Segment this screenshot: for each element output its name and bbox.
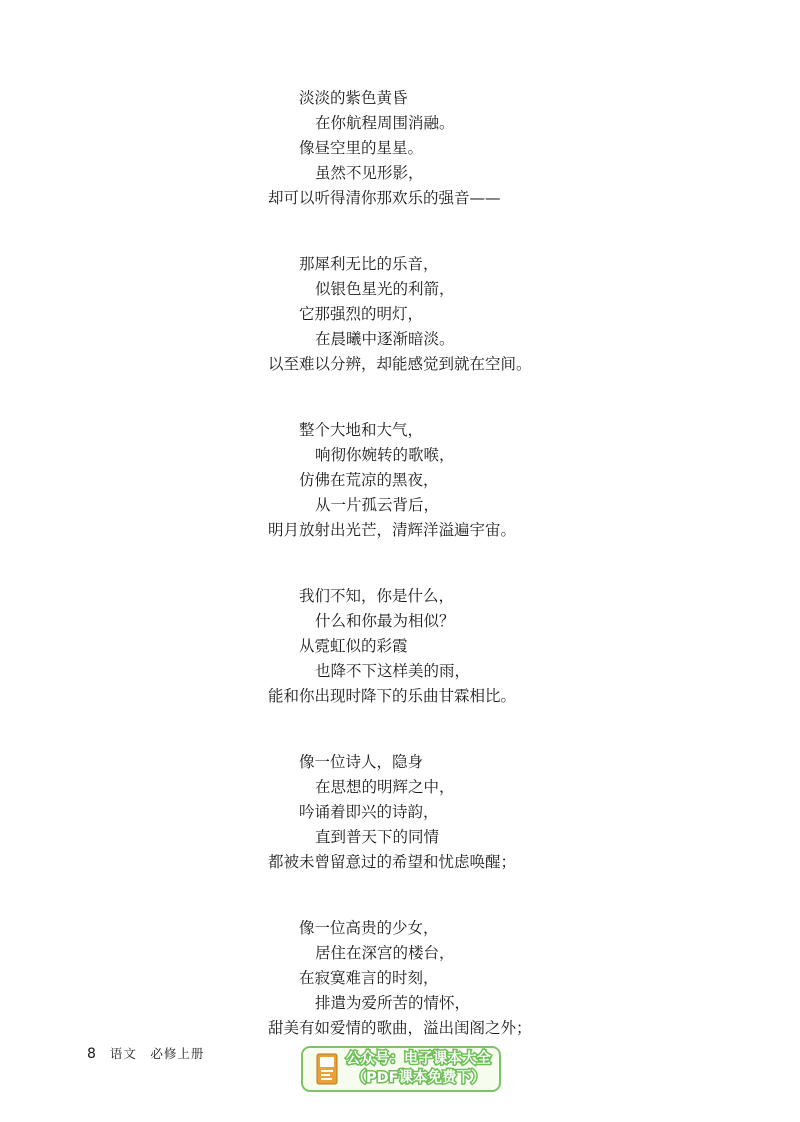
book-title: 语文 必修上册 bbox=[109, 1046, 205, 1061]
page-number: 8 bbox=[87, 1046, 96, 1062]
poem-stanza bbox=[0, 584, 800, 709]
poem-stanza bbox=[0, 86, 800, 211]
poem-line: 明月放射出光芒，清辉洋溢遍宇宙。 bbox=[268, 521, 517, 539]
poem-stanza bbox=[0, 916, 800, 1041]
watermark-line-2: （PDF课本免费下） bbox=[351, 1070, 486, 1086]
watermark-line-1: 公众号：电子课本大全 bbox=[346, 1051, 491, 1067]
watermark-badge bbox=[301, 1046, 501, 1092]
poem-line: 似银色星光的利箭， bbox=[315, 280, 455, 298]
book-logo-icon bbox=[316, 1053, 338, 1085]
poem-stanza bbox=[0, 252, 800, 377]
poem-line: 像一位高贵的少女， bbox=[299, 919, 439, 937]
poem-line: 甜美有如爱情的歌曲，溢出闺阁之外； bbox=[268, 1019, 532, 1037]
poem-stanza bbox=[0, 750, 800, 875]
poem-stanza bbox=[0, 418, 800, 543]
poem-line: 都被未曾留意过的希望和忧虑唤醒； bbox=[268, 853, 517, 871]
poem-line: 我们不知，你是什么， bbox=[299, 587, 455, 605]
poem-line: 居住在深宫的楼台， bbox=[315, 944, 455, 962]
poem-line: 在晨曦中逐渐暗淡。 bbox=[315, 330, 455, 348]
poem-body bbox=[0, 86, 800, 1082]
poem-line: 以至难以分辨，却能感觉到就在空间。 bbox=[268, 355, 532, 373]
poem-line: 能和你出现时降下的乐曲甘霖相比。 bbox=[268, 687, 517, 705]
poem-line: 排遣为爱所苦的情怀， bbox=[315, 994, 471, 1012]
poem-line: 也降不下这样美的雨， bbox=[315, 662, 471, 680]
poem-line: 在寂寞难言的时刻， bbox=[299, 969, 439, 987]
poem-line: 在思想的明辉之中， bbox=[315, 778, 455, 796]
poem-line: 仿佛在荒凉的黑夜， bbox=[299, 471, 439, 489]
poem-line: 在你航程周围消融。 bbox=[315, 114, 455, 132]
poem-line: 像一位诗人，隐身 bbox=[299, 753, 424, 771]
poem-line: 什么和你最为相似？ bbox=[315, 612, 455, 630]
poem-line: 却可以听得清你那欢乐的强音—— bbox=[268, 189, 501, 207]
poem-line: 它那强烈的明灯， bbox=[299, 305, 424, 323]
poem-line: 淡淡的紫色黄昏 bbox=[299, 89, 408, 107]
poem-line: 从霓虹似的彩霞 bbox=[299, 637, 408, 655]
poem-line: 虽然不见形影， bbox=[315, 164, 424, 182]
poem-line: 直到普天下的同情 bbox=[315, 828, 440, 846]
poem-line: 响彻你婉转的歌喉， bbox=[315, 446, 455, 464]
poem-line: 从一片孤云背后， bbox=[315, 496, 440, 514]
poem-line: 整个大地和大气， bbox=[299, 421, 424, 439]
poem-line: 吟诵着即兴的诗韵， bbox=[299, 803, 439, 821]
poem-line: 像昼空里的星星。 bbox=[299, 139, 424, 157]
watermark-text bbox=[346, 1050, 499, 1088]
page-footer bbox=[87, 1044, 204, 1062]
poem-line: 那犀利无比的乐音， bbox=[299, 255, 439, 273]
